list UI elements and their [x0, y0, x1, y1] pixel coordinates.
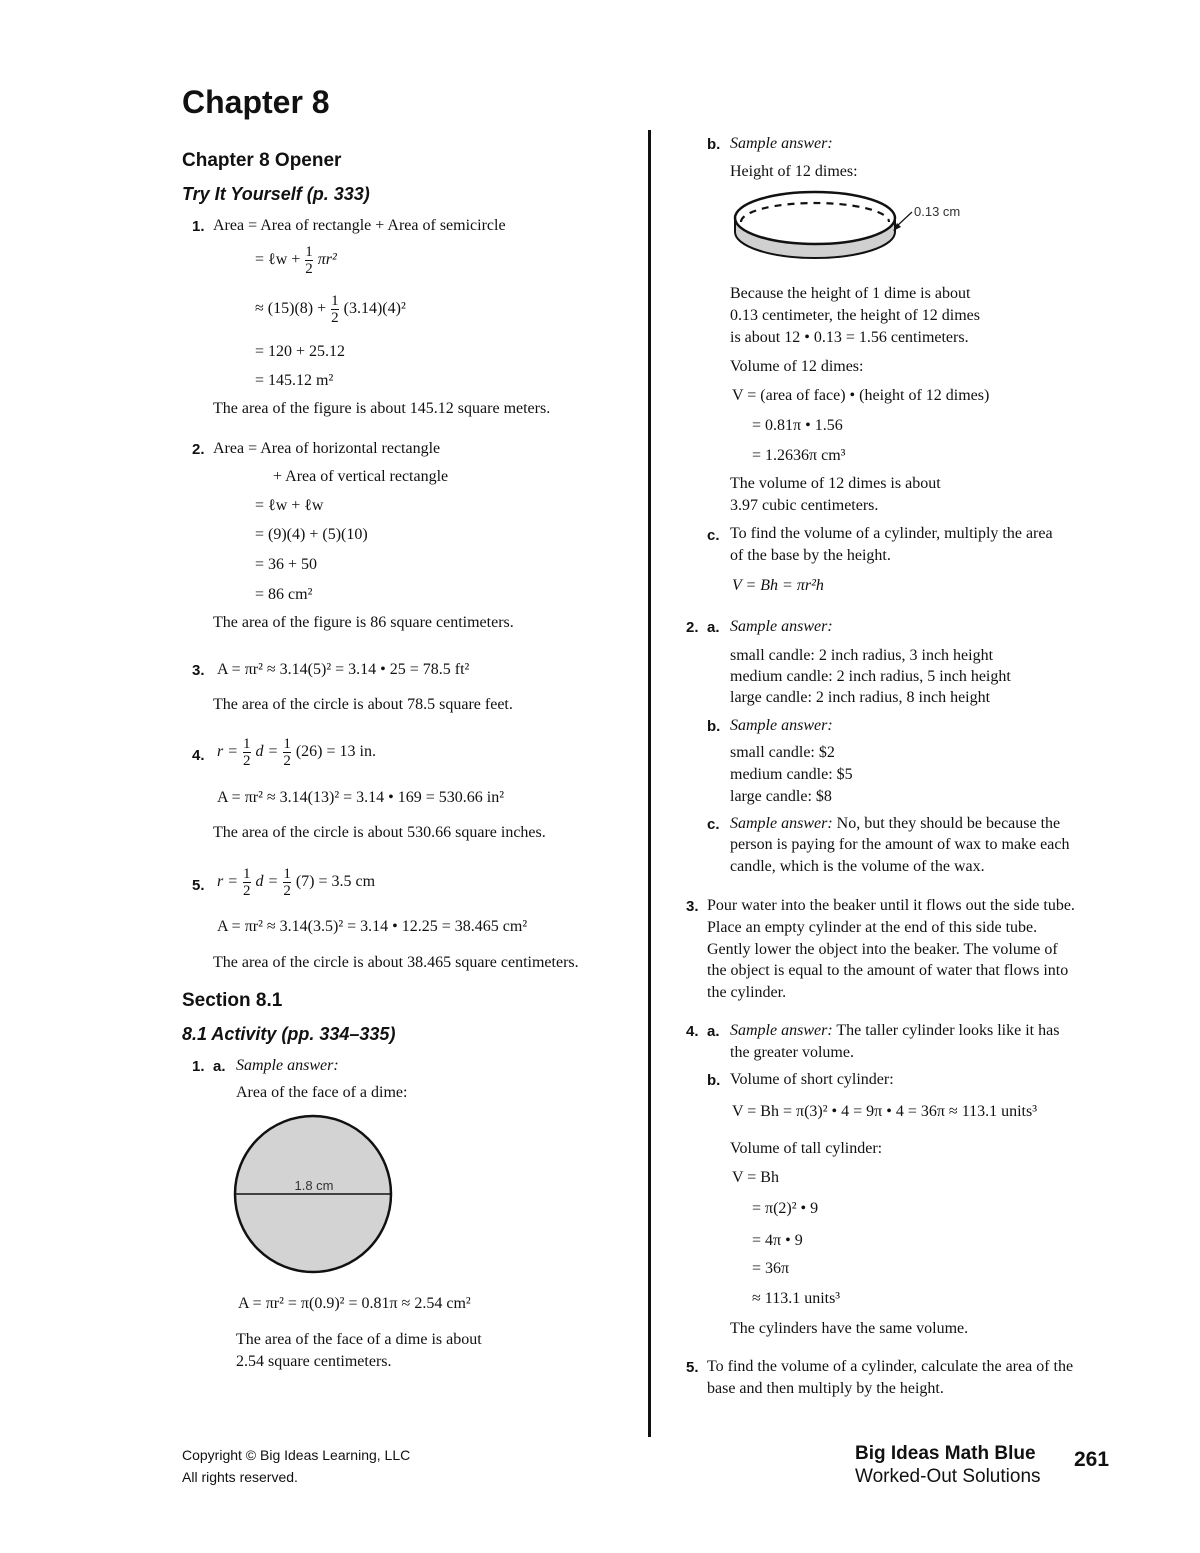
fraction-numerator: 1: [305, 244, 313, 260]
activity-2a-line-1: small candle: 2 inch radius, 3 inch height: [730, 647, 994, 664]
activity-1b-volume-intro: Volume of 12 dimes:: [730, 358, 864, 375]
activity-1c-formula: V = Bh = πr²h: [732, 577, 824, 594]
activity-2b-letter: b.: [707, 718, 721, 735]
activity-2c-line-1: [730, 813, 1060, 835]
dime-stack-top: [735, 192, 895, 244]
problem-4-line-1: [217, 736, 376, 769]
activity-2b-line-2: medium candle: $5: [730, 766, 853, 783]
activity-1b-letter: b.: [707, 136, 721, 153]
activity-4a-line-1: [730, 1020, 1059, 1042]
section-heading: Section 8.1: [182, 990, 283, 1011]
activity-1b-volume-2: = 0.81π • 1.56: [752, 417, 843, 434]
activity-3-line-1: Pour water into the beaker until it flows out the side tube.: [707, 897, 1075, 914]
activity-4-number: 4.: [686, 1023, 699, 1040]
activity-1c-text-1: To find the volume of a cylinder, multiply the area: [730, 525, 1053, 542]
activity-1a-sample: Sample answer:: [236, 1057, 339, 1074]
dime-stack-diagram: [725, 188, 975, 272]
activity-4b-intro-2: Volume of tall cylinder:: [730, 1140, 883, 1157]
problem-3-line-1: A = πr² ≈ 3.14(5)² = 3.14 • 25 = 78.5 ft²: [217, 661, 470, 678]
activity-1b-conclusion-1: The volume of 12 dimes is about: [730, 475, 941, 492]
activity-2c-letter: c.: [707, 816, 720, 833]
problem-1-line-1: Area = Area of rectangle + Area of semicircle: [213, 217, 506, 234]
problem-1-line-2: [255, 244, 337, 277]
activity-2c-line-3: candle, which is the volume of the wax.: [730, 858, 985, 875]
fraction-denominator: 2: [243, 883, 251, 899]
problem-1-line-3: [255, 293, 406, 326]
problem-5-line-1a: r =: [217, 873, 239, 891]
problem-4-line-1b: d =: [255, 743, 279, 761]
activity-2c-line-2: person is paying for the amount of wax to make each: [730, 836, 1070, 853]
problem-2-conclusion: The area of the figure is 86 square centimeters.: [213, 614, 514, 631]
footer-copyright: Copyright © Big Ideas Learning, LLC: [182, 1447, 411, 1463]
fraction-half: [243, 736, 251, 769]
fraction-denominator: 2: [283, 883, 291, 899]
problem-2-line-2: + Area of vertical rectangle: [273, 468, 449, 485]
problem-2-line-6: = 86 cm²: [255, 586, 313, 603]
problem-1-number: 1.: [192, 218, 205, 235]
activity-1b-text-3: is about 12 • 0.13 = 1.56 centimeters.: [730, 329, 969, 346]
activity-4b-formula-1: V = Bh = π(3)² • 4 = 9π • 4 = 36π ≈ 113.1 units³: [732, 1103, 1038, 1120]
activity-2c-line-1-text: No, but they should be because the: [836, 815, 1061, 832]
problem-1-line-2a: = ℓw +: [255, 251, 301, 269]
fraction-half: [305, 244, 313, 277]
activity-2a-line-3: large candle: 2 inch radius, 8 inch height: [730, 689, 991, 706]
activity-3-line-5: the cylinder.: [707, 984, 787, 1001]
problem-1-line-3a: ≈ (15)(8) +: [255, 300, 327, 318]
problem-5-line-1b: d =: [255, 873, 279, 891]
section-subheading: 8.1 Activity (pp. 334–335): [182, 1024, 396, 1044]
footer-rights: All rights reserved.: [182, 1469, 298, 1485]
problem-4-line-1a: r =: [217, 743, 239, 761]
activity-4b-conclusion: The cylinders have the same volume.: [730, 1320, 969, 1337]
fraction-denominator: 2: [305, 261, 313, 277]
problem-1-line-3b: (3.14)(4)²: [343, 300, 406, 318]
problem-2-line-5: = 36 + 50: [255, 556, 318, 573]
fraction-numerator: 1: [331, 293, 339, 309]
opener-subheading: Try It Yourself (p. 333): [182, 184, 370, 204]
activity-4b-tall-2: = π(2)² • 9: [752, 1200, 819, 1217]
fraction-numerator: 1: [243, 866, 251, 882]
fraction-denominator: 2: [331, 310, 339, 326]
height-label: 0.13 cm: [914, 204, 961, 219]
activity-2a-sample: Sample answer:: [730, 618, 833, 635]
activity-3-line-2: Place an empty cylinder at the end of this side tube.: [707, 919, 1038, 936]
activity-1b-volume-3: = 1.2636π cm³: [752, 447, 846, 464]
problem-4-line-1c: (26) = 13 in.: [295, 743, 376, 761]
fraction-half: [283, 866, 291, 899]
activity-4a-letter: a.: [707, 1023, 720, 1040]
activity-4b-letter: b.: [707, 1072, 721, 1089]
fraction-denominator: 2: [283, 753, 291, 769]
activity-1a-conclusion-2: 2.54 square centimeters.: [236, 1353, 392, 1370]
fraction-numerator: 1: [283, 736, 291, 752]
problem-2-line-4: = (9)(4) + (5)(10): [255, 526, 368, 543]
fraction-half: [331, 293, 339, 326]
fraction-numerator: 1: [243, 736, 251, 752]
problem-1-conclusion: The area of the figure is about 145.12 square meters.: [213, 400, 551, 417]
activity-2a-line-2: medium candle: 2 inch radius, 5 inch height: [730, 668, 1011, 685]
activity-1c-letter: c.: [707, 527, 720, 544]
footer-book-title: Big Ideas Math Blue: [855, 1443, 1036, 1464]
problem-4-line-2: A = πr² ≈ 3.14(13)² = 3.14 • 169 = 530.66 in²: [217, 789, 505, 806]
problem-5-line-1: [217, 866, 375, 899]
activity-4b-tall-1: V = Bh: [732, 1169, 779, 1186]
page-number: 261: [1074, 1448, 1110, 1471]
activity-1-number: 1.: [192, 1058, 205, 1075]
activity-1a-formula: A = πr² = π(0.9)² = 0.81π ≈ 2.54 cm²: [238, 1295, 471, 1312]
problem-4-number: 4.: [192, 747, 205, 764]
chapter-title: Chapter 8: [182, 84, 330, 120]
footer-book-subtitle: Worked-Out Solutions: [855, 1466, 1041, 1487]
diameter-label: 1.8 cm: [294, 1178, 334, 1193]
fraction-half: [243, 866, 251, 899]
activity-2-number: 2.: [686, 619, 699, 636]
fraction-denominator: 2: [243, 753, 251, 769]
activity-2c-sample: Sample answer:: [730, 815, 833, 832]
problem-2-line-3: = ℓw + ℓw: [255, 497, 324, 514]
problem-1-line-4: = 120 + 25.12: [255, 343, 346, 360]
activity-1c-text-2: of the base by the height.: [730, 547, 891, 564]
activity-1b-intro: Height of 12 dimes:: [730, 163, 858, 180]
activity-1b-sample: Sample answer:: [730, 135, 833, 152]
activity-5-line-1: To find the volume of a cylinder, calculate the area of the: [707, 1358, 1074, 1375]
activity-1b-conclusion-2: 3.97 cubic centimeters.: [730, 497, 879, 514]
activity-1a-conclusion-1: The area of the face of a dime is about: [236, 1331, 482, 1348]
activity-4a-sample: Sample answer:: [730, 1022, 833, 1039]
activity-4b-intro: Volume of short cylinder:: [730, 1071, 894, 1088]
problem-2-number: 2.: [192, 441, 205, 458]
problem-3-number: 3.: [192, 662, 205, 679]
activity-2b-line-3: large candle: $8: [730, 788, 832, 805]
activity-4b-tall-5: ≈ 113.1 units³: [752, 1290, 841, 1307]
activity-4b-tall-3: = 4π • 9: [752, 1232, 803, 1249]
problem-2-line-1: Area = Area of horizontal rectangle: [213, 440, 441, 457]
problem-1-line-2b: πr²: [317, 251, 337, 269]
activity-4a-line-1-text: The taller cylinder looks like it has: [836, 1022, 1060, 1039]
activity-2a-letter: a.: [707, 619, 720, 636]
fraction-half: [283, 736, 291, 769]
activity-3-number: 3.: [686, 898, 699, 915]
activity-4a-line-2: the greater volume.: [730, 1044, 854, 1061]
problem-5-line-2: A = πr² ≈ 3.14(3.5)² = 3.14 • 12.25 = 38.465 cm²: [217, 918, 528, 935]
activity-4b-tall-4: = 36π: [752, 1260, 790, 1277]
problem-4-conclusion: The area of the circle is about 530.66 square inches.: [213, 824, 546, 841]
problem-1-line-5: = 145.12 m²: [255, 372, 334, 389]
activity-2b-sample: Sample answer:: [730, 717, 833, 734]
dime-face-diagram: [230, 1110, 400, 1280]
activity-1b-text-2: 0.13 centimeter, the height of 12 dimes: [730, 307, 980, 324]
problem-5-line-1c: (7) = 3.5 cm: [295, 873, 376, 891]
column-divider: [648, 130, 651, 1437]
activity-3-line-4: the object is equal to the amount of water that flows into: [707, 962, 1069, 979]
problem-3-conclusion: The area of the circle is about 78.5 square feet.: [213, 696, 513, 713]
problem-5-conclusion: The area of the circle is about 38.465 square centimeters.: [213, 954, 579, 971]
fraction-numerator: 1: [283, 866, 291, 882]
activity-5-number: 5.: [686, 1359, 699, 1376]
activity-1b-volume-1: V = (area of face) • (height of 12 dimes): [732, 387, 990, 404]
activity-5-line-2: base and then multiply by the height.: [707, 1380, 944, 1397]
opener-heading: Chapter 8 Opener: [182, 150, 342, 171]
activity-1a-letter: a.: [213, 1058, 226, 1075]
activity-1a-intro: Area of the face of a dime:: [236, 1084, 408, 1101]
activity-3-line-3: Gently lower the object into the beaker. The volume of: [707, 941, 1058, 958]
activity-2b-line-1: small candle: $2: [730, 744, 835, 761]
height-pointer: [897, 212, 912, 226]
activity-1b-text-1: Because the height of 1 dime is about: [730, 285, 971, 302]
problem-5-number: 5.: [192, 877, 205, 894]
